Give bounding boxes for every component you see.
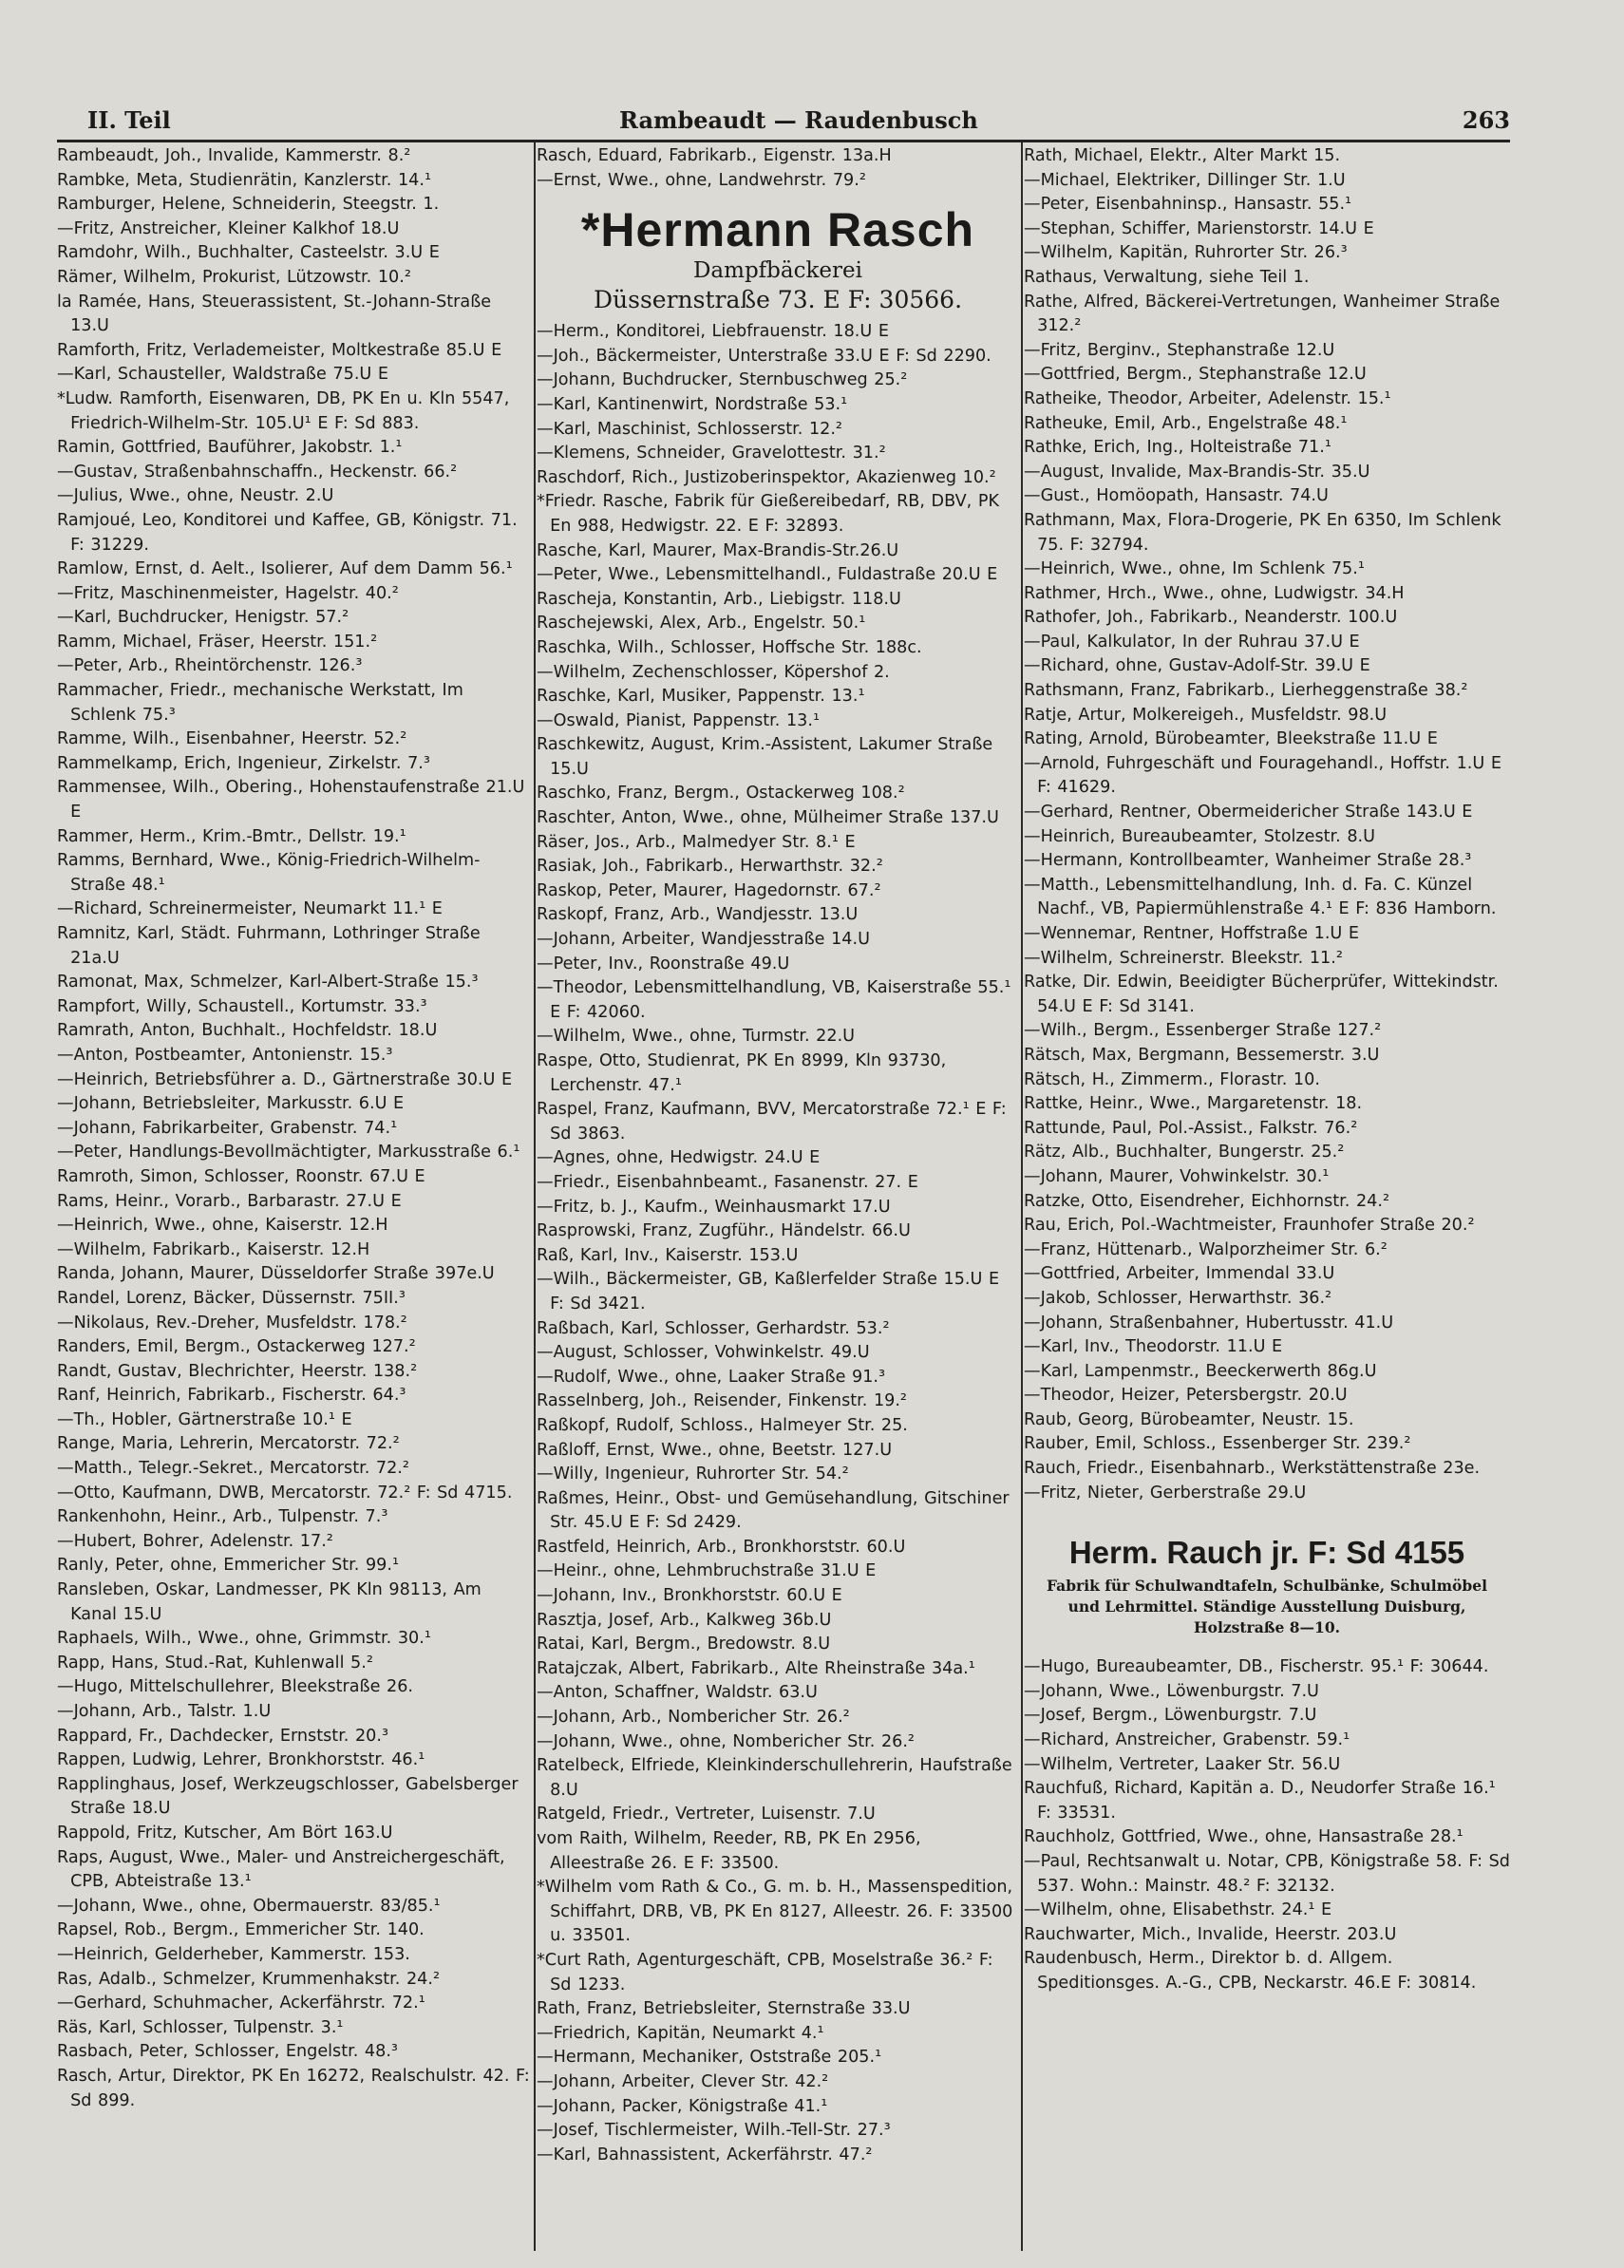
directory-entry: Rath, Michael, Elektr., Alter Markt 15. <box>1024 146 1341 165</box>
directory-entry: Rammensee, Wilh., Obering., Hohenstaufenstraße 21.U E <box>57 778 525 822</box>
directory-entry: —Theodor, Heizer, Petersbergstr. 20.U <box>1024 1386 1348 1406</box>
directory-entry: —Anton, Schaffner, Waldstr. 63.U <box>537 1683 818 1703</box>
directory-entry: Rating, Arnold, Bürobeamter, Bleekstraße 11.U E <box>1024 729 1438 749</box>
directory-entry: Rasch, Artur, Direktor, PK En 16272, Realschulstr. 42. F: Sd 899. <box>57 2066 530 2110</box>
directory-entry: Rammacher, Friedr., mechanische Werkstatt, Im Schlenk 75.³ <box>57 681 463 725</box>
directory-entry: —Wilhelm, Wwe., ohne, Turmstr. 22.U <box>537 1027 856 1047</box>
directory-entry: —Paul, Kalkulator, In der Ruhrau 37.U E <box>1024 632 1360 652</box>
directory-entry: —Stephan, Schiffer, Marienstorstr. 14.U E <box>1024 218 1374 238</box>
directory-entry: —Johann, Straßenbahner, Hubertusstr. 41.U <box>1024 1313 1394 1332</box>
directory-entry: Rattke, Heinr., Wwe., Margaretenstr. 18. <box>1024 1094 1363 1114</box>
directory-entry: Ranly, Peter, ohne, Emmericher Str. 99.¹ <box>57 1556 399 1576</box>
directory-entry: Rauch, Friedr., Eisenbahnarb., Werkstättenstraße 23e. <box>1024 1459 1481 1479</box>
directory-entry: Raschdorf, Rich., Justizoberinspektor, Akazienweg 10.² <box>537 467 996 487</box>
directory-entry: Ramforth, Fritz, Verlademeister, Moltkestraße 85.U E <box>57 340 502 360</box>
directory-entry: —Ernst, Wwe., ohne, Landwehrstr. 79.² <box>537 170 866 190</box>
directory-entry: —Peter, Arb., Rheintörchenstr. 126.³ <box>57 656 363 676</box>
column-3-top <box>1024 144 1510 1505</box>
directory-entry: —Heinrich, Bureaubeamter, Stolzestr. 8.U <box>1024 826 1376 846</box>
directory-entry: Raspel, Franz, Kaufmann, BVV, Mercatorstraße 72.¹ E F: Sd 3863. <box>537 1100 1007 1143</box>
advert-title: *Hermann Rasch <box>580 203 975 257</box>
directory-entry: —Friedr., Eisenbahnbeamt., Fasanenstr. 27. E <box>537 1172 918 1192</box>
directory-entry: —Rudolf, Wwe., ohne, Laaker Straße 91.³ <box>537 1367 886 1387</box>
directory-entry: —Fritz, b. J., Kaufm., Weinhausmarkt 17.U <box>537 1197 891 1217</box>
running-head: Rambeaudt — Raudenbusch <box>619 106 978 134</box>
directory-entry: Raschka, Wilh., Schlosser, Hoffsche Str. 188c. <box>537 637 922 657</box>
advert-herm-rauch <box>1024 1534 1510 1650</box>
directory-entry: Ramin, Gottfried, Bauführer, Jakobstr. 1.¹ <box>57 438 403 458</box>
directory-entry: Rath, Franz, Betriebsleiter, Sternstraße 33.U <box>537 1999 911 2019</box>
directory-entry: —Gottfried, Arbeiter, Immendal 33.U <box>1024 1264 1335 1284</box>
directory-entry: Rammer, Herm., Krim.-Bmtr., Dellstr. 19.¹ <box>57 826 406 846</box>
directory-entry: —Gerhard, Rentner, Obermeidericher Straße 143.U E <box>1024 803 1473 822</box>
directory-entry: Range, Maria, Lehrerin, Mercatorstr. 72.² <box>57 1434 400 1454</box>
directory-entry: Raschke, Karl, Musiker, Pappenstr. 13.¹ <box>537 687 865 707</box>
directory-entry: Rätsch, H., Zimmerm., Florastr. 10. <box>1024 1069 1320 1089</box>
directory-entry: Rascheja, Konstantin, Arb., Liebigstr. 118.U <box>537 589 901 609</box>
directory-entry: Raphaels, Wilh., Wwe., ohne, Grimmstr. 30.¹ <box>57 1629 431 1649</box>
directory-entry: Rastfeld, Heinrich, Arb., Bronkhorststr. 60.U <box>537 1537 906 1557</box>
directory-entry: Ras, Adalb., Schmelzer, Krummenhakstr. 24.² <box>57 1969 440 1989</box>
directory-entry: —Heinrich, Betriebsführer a. D., Gärtnerstraße 30.U E <box>57 1069 513 1089</box>
directory-entry: Rapplinghaus, Josef, Werkzeugschlosser, Gabelsberger Straße 18.U <box>57 1774 519 1819</box>
directory-entry: Ramdohr, Wilh., Buchhalter, Casteelstr. 3.U E <box>57 243 440 263</box>
directory-entry: *Curt Rath, Agenturgeschäft, CPB, Moselstraße 36.² F: Sd 1233. <box>537 1950 993 1994</box>
directory-entry: Räser, Jos., Arb., Malmedyer Str. 8.¹ E <box>537 832 856 852</box>
directory-entry: —Hugo, Bureaubeamter, DB., Fischerstr. 95.¹ F: 30644. <box>1024 1657 1489 1677</box>
directory-entry: Ratheike, Theodor, Arbeiter, Adelenstr. 15.¹ <box>1024 388 1391 408</box>
directory-entry: Raß, Karl, Inv., Kaiserstr. 153.U <box>537 1245 799 1265</box>
column-1 <box>57 144 534 2262</box>
directory-entry: Rauchwarter, Mich., Invalide, Heerstr. 203.U <box>1024 1924 1397 1944</box>
directory-entry: —Jakob, Schlosser, Herwarthstr. 36.² <box>1024 1288 1332 1308</box>
directory-entry: Rasch, Eduard, Fabrikarb., Eigenstr. 13a.H <box>537 146 892 165</box>
column-divider <box>1021 142 1023 2251</box>
directory-entry: Raßloff, Ernst, Wwe., ohne, Beetstr. 127.U <box>537 1440 893 1460</box>
directory-entry: —Arnold, Fuhrgeschäft und Fouragehandl., Hoffstr. 1.U E F: 41629. <box>1024 753 1501 798</box>
directory-entry: Rasche, Karl, Maurer, Max-Brandis-Str.26.U <box>537 540 899 560</box>
directory-entry: —Richard, Anstreicher, Grabenstr. 59.¹ <box>1024 1730 1350 1750</box>
directory-entry: Rapp, Hans, Stud.-Rat, Kuhlenwall 5.² <box>57 1653 373 1673</box>
directory-entry: Randers, Emil, Bergm., Ostackerweg 127.² <box>57 1337 416 1357</box>
column-divider <box>534 142 536 2251</box>
directory-entry: —Hermann, Kontrollbeamter, Wanheimer Straße 28.³ <box>1024 851 1472 871</box>
column-2-top <box>537 144 1019 193</box>
directory-entry: —Willy, Ingenieur, Ruhrorter Str. 54.² <box>537 1465 849 1484</box>
directory-entry: —Heinr., ohne, Lehmbruchstraße 31.U E <box>537 1561 877 1581</box>
directory-entry: —Wilhelm, ohne, Elisabethstr. 24.¹ E <box>1024 1900 1332 1920</box>
directory-entry: Rätsch, Max, Bergmann, Bessemerstr. 3.U <box>1024 1045 1380 1065</box>
column-3 <box>1024 144 1510 2262</box>
directory-entry: Ratelbeck, Elfriede, Kleinkinderschullehrerin, Haufstraße 8.U <box>537 1756 1012 1800</box>
directory-entry: —Wilhelm, Kapitän, Ruhrorter Str. 26.³ <box>1024 243 1348 263</box>
directory-entry: Ramrath, Anton, Buchhalt., Hochfeldstr. 18.U <box>57 1021 438 1041</box>
column-3-entries <box>1024 1655 1510 1995</box>
column-2 <box>537 144 1019 2262</box>
directory-entry: —Nikolaus, Rev.-Dreher, Musfeldstr. 178.² <box>57 1313 407 1332</box>
directory-entry: —Klemens, Schneider, Gravelottestr. 31.² <box>537 444 886 463</box>
directory-entry: —Johann, Arb., Nombericher Str. 26.² <box>537 1708 850 1728</box>
directory-entry: —Paul, Rechtsanwalt u. Notar, CPB, Königstraße 58. F: Sd 537. Wohn.: Mainstr. 48.² F: 32132. <box>1024 1852 1510 1896</box>
directory-entry: —Hubert, Bohrer, Adelenstr. 17.² <box>57 1531 333 1551</box>
directory-entry: Rämer, Wilhelm, Prokurist, Lützowstr. 10.² <box>57 267 411 287</box>
directory-entry: —Oswald, Pianist, Pappenstr. 13.¹ <box>537 710 821 730</box>
directory-entry: Raschkewitz, August, Krim.-Assistent, Lakumer Straße 15.U <box>537 735 993 779</box>
directory-entry: Rathsmann, Franz, Fabrikarb., Lierheggenstraße 38.² <box>1024 681 1468 701</box>
directory-entry: —Wilhelm, Schreinerstr. Bleekstr. 11.² <box>1024 948 1343 968</box>
directory-entry: —Hugo, Mittelschullehrer, Bleekstraße 26. <box>57 1677 414 1697</box>
directory-entry: —August, Schlosser, Vohwinkelstr. 49.U <box>537 1343 870 1363</box>
header-rule <box>57 140 1510 142</box>
directory-entry: Raschter, Anton, Wwe., ohne, Mülheimer Straße 137.U <box>537 808 999 828</box>
directory-entry: —Peter, Handlungs-Bevollmächtigter, Markusstraße 6.¹ <box>57 1143 520 1162</box>
directory-entry: Räs, Karl, Schlosser, Tulpenstr. 3.¹ <box>57 2017 344 2037</box>
directory-entry: Rätz, Alb., Buchhalter, Bungerstr. 25.² <box>1024 1143 1345 1162</box>
directory-entry: —Herm., Konditorei, Liebfrauenstr. 18.U E <box>537 322 889 342</box>
directory-entry: —Peter, Wwe., Lebensmittelhandl., Fuldastraße 20.U E <box>537 565 998 585</box>
directory-entry: Raschejewski, Alex, Arb., Engelstr. 50.¹ <box>537 614 866 633</box>
directory-entry: —Wilhelm, Zechenschlosser, Köpershof 2. <box>537 662 890 682</box>
directory-entry: —Johann, Wwe., ohne, Nombericher Str. 26.² <box>537 1731 915 1751</box>
directory-entry: Rathmer, Hrch., Wwe., ohne, Ludwigstr. 34.H <box>1024 583 1405 603</box>
directory-entry: Ramme, Wilh., Eisenbahner, Heerstr. 52.² <box>57 729 407 749</box>
directory-entry: —Gottfried, Bergm., Stephanstraße 12.U <box>1024 365 1367 385</box>
directory-entry: Raps, August, Wwe., Maler- und Anstreichergeschäft, CPB, Abteistraße 13.¹ <box>57 1847 505 1892</box>
directory-entry: Rappard, Fr., Dachdecker, Ernststr. 20.³ <box>57 1726 389 1746</box>
directory-entry: Raßmes, Heinr., Obst- und Gemüsehandlung, Gitschiner Str. 45.U E F: Sd 2429. <box>537 1488 1010 1533</box>
directory-entry: Rasztja, Josef, Arb., Kalkweg 36b.U <box>537 1610 832 1630</box>
directory-entry: Rambke, Meta, Studienrätin, Kanzlerstr. 14.¹ <box>57 170 431 190</box>
directory-entry: —Fritz, Maschinenmeister, Hagelstr. 40.² <box>57 583 399 603</box>
directory-entry: Rathofer, Joh., Fabrikarb., Neanderstr. 100.U <box>1024 608 1398 628</box>
directory-entry: —Agnes, ohne, Hedwigstr. 24.U E <box>537 1148 821 1168</box>
directory-entry: —Wennemar, Rentner, Hoffstraße 1.U E <box>1024 924 1360 943</box>
directory-entry: Randa, Johann, Maurer, Düsseldorfer Straße 397e.U <box>57 1264 495 1284</box>
advert-hermann-rasch <box>537 202 1019 314</box>
directory-entry: —Fritz, Anstreicher, Kleiner Kalkhof 18.U <box>57 218 400 238</box>
directory-entry: —Josef, Bergm., Löwenburgstr. 7.U <box>1024 1706 1317 1726</box>
page-header <box>87 106 1510 141</box>
directory-entry: Raskopf, Franz, Arb., Wandjesstr. 13.U <box>537 905 859 925</box>
directory-entry: —Richard, Schreinermeister, Neumarkt 11.¹ E <box>57 899 443 919</box>
directory-entry: —Karl, Bahnassistent, Ackerfährstr. 47.² <box>537 2145 873 2164</box>
directory-entry: Ratzke, Otto, Eisendreher, Eichhornstr. 24.² <box>1024 1191 1390 1211</box>
directory-entry: —Johann, Inv., Bronkhorststr. 60.U E <box>537 1586 842 1606</box>
directory-entry: —Johann, Arbeiter, Clever Str. 42.² <box>537 2071 829 2091</box>
directory-entry: —Julius, Wwe., ohne, Neustr. 2.U <box>57 486 334 506</box>
directory-entry: —Hermann, Mechaniker, Oststraße 205.¹ <box>537 2048 882 2068</box>
directory-entry: Rauchholz, Gottfried, Wwe., ohne, Hansastraße 28.¹ <box>1024 1827 1463 1847</box>
directory-entry: —Karl, Lampenmstr., Beeckerwerth 86g.U <box>1024 1361 1377 1381</box>
directory-entry: —Karl, Maschinist, Schlosserstr. 12.² <box>537 419 842 439</box>
directory-entry: —Otto, Kaufmann, DWB, Mercatorstr. 72.² F: Sd 4715. <box>57 1483 513 1503</box>
directory-entry: Ransleben, Oskar, Landmesser, PK Kln 98113, Am Kanal 15.U <box>57 1580 482 1624</box>
directory-entry: —Josef, Tischlermeister, Wilh.-Tell-Str. 27.³ <box>537 2121 891 2141</box>
directory-entry: *Ludw. Ramforth, Eisenwaren, DB, PK En u. Kln 5547, Friedrich-Wilhelm-Str. 105.U¹ E F: Sd 883. <box>57 388 510 433</box>
directory-entry: Ratajczak, Albert, Fabrikarb., Alte Rheinstraße 34a.¹ <box>537 1658 975 1678</box>
directory-entry: Rau, Erich, Pol.-Wachtmeister, Fraunhofer Straße 20.² <box>1024 1216 1475 1236</box>
directory-entry: Rankenhohn, Heinr., Arb., Tulpenstr. 7.³ <box>57 1507 388 1527</box>
directory-entry: Rambeaudt, Joh., Invalide, Kammerstr. 8.² <box>57 146 411 165</box>
directory-entry: —Michael, Elektriker, Dillinger Str. 1.U <box>1024 170 1346 190</box>
directory-entry: Ramlow, Ernst, d. Aelt., Isolierer, Auf dem Damm 56.¹ <box>57 559 513 579</box>
directory-entry: —Theodor, Lebensmittelhandlung, VB, Kaiserstraße 55.¹ E F: 42060. <box>537 978 1011 1022</box>
directory-entry: la Ramée, Hans, Steuerassistent, St.-Johann-Straße 13.U <box>57 292 492 336</box>
directory-entry: Raudenbusch, Herm., Direktor b. d. Allgem. Speditionsges. A.-G., CPB, Neckarstr. 46.E F: 30814. <box>1024 1949 1477 1993</box>
directory-entry: Rasiak, Joh., Fabrikarb., Herwarthstr. 32.² <box>537 857 883 877</box>
directory-entry: Ratheuke, Emil, Arb., Engelstraße 48.¹ <box>1024 413 1348 433</box>
directory-entry: —Heinrich, Wwe., ohne, Kaiserstr. 12.H <box>57 1216 388 1236</box>
directory-entry: Randel, Lorenz, Bäcker, Düssernstr. 75II.³ <box>57 1288 406 1308</box>
directory-entry: —Karl, Kantinenwirt, Nordstraße 53.¹ <box>537 394 848 414</box>
directory-entry: —Gust., Homöopath, Hansastr. 74.U <box>1024 486 1329 506</box>
section-label: II. Teil <box>87 106 171 134</box>
directory-entry: Rathe, Alfred, Bäckerei-Vertretungen, Wanheimer Straße 312.² <box>1024 292 1501 336</box>
directory-entry: —August, Invalide, Max-Brandis-Str. 35.U <box>1024 462 1370 482</box>
directory-entry: Ramm, Michael, Fräser, Heerstr. 151.² <box>57 632 378 652</box>
directory-entry: —Fritz, Nieter, Gerberstraße 29.U <box>1024 1483 1307 1503</box>
directory-entry: Ratke, Dir. Edwin, Beeidigter Bücherprüfer, Wittekindstr. 54.U E F: Sd 3141. <box>1024 973 1499 1016</box>
advert-description: Fabrik für Schulwandtafeln, Schulbänke, Schulmöbel und Lehrmittel. Ständige Ausstellung Duisburg, Holzstraße 8—10. <box>1047 1577 1487 1637</box>
directory-entry: —Johann, Arb., Talstr. 1.U <box>57 1702 272 1721</box>
directory-entry: —Karl, Schausteller, Waldstraße 75.U E <box>57 365 388 385</box>
page-number: 263 <box>1462 106 1510 134</box>
directory-entry: Rapsel, Rob., Bergm., Emmericher Str. 140. <box>57 1920 425 1940</box>
directory-entry: —Richard, ohne, Gustav-Adolf-Str. 39.U E <box>1024 656 1370 676</box>
directory-entry: —Johann, Packer, Königstraße 41.¹ <box>537 2096 828 2116</box>
directory-entry: Rasprowski, Franz, Zugführ., Händelstr. 66.U <box>537 1221 911 1241</box>
directory-entry: Rattunde, Paul, Pol.-Assist., Falkstr. 76.² <box>1024 1118 1358 1138</box>
directory-entry: Raub, Georg, Bürobeamter, Neustr. 15. <box>1024 1409 1354 1429</box>
directory-entry: Rammelkamp, Erich, Ingenieur, Zirkelstr. 7.³ <box>57 753 430 773</box>
directory-entry: Raßkopf, Rudolf, Schloss., Halmeyer Str. 25. <box>537 1415 908 1435</box>
directory-entry: —Anton, Postbeamter, Antonienstr. 15.³ <box>57 1045 393 1065</box>
directory-entry: —Johann, Maurer, Vohwinkelstr. 30.¹ <box>1024 1166 1330 1186</box>
directory-entry: Rappold, Fritz, Kutscher, Am Bört 163.U <box>57 1823 393 1843</box>
directory-entry: Raßbach, Karl, Schlosser, Gerhardstr. 53.² <box>537 1318 890 1338</box>
directory-entry: —Heinrich, Wwe., ohne, Im Schlenk 75.¹ <box>1024 559 1365 579</box>
directory-entry: —Wilh., Bäckermeister, GB, Kaßlerfelder Straße 15.U E F: Sd 3421. <box>537 1270 1000 1314</box>
directory-entry: Ratgeld, Friedr., Vertreter, Luisenstr. 7.U <box>537 1805 876 1824</box>
directory-entry: Rathmann, Max, Flora-Drogerie, PK En 6350, Im Schlenk 75. F: 32794. <box>1024 510 1501 555</box>
directory-entry: —Peter, Eisenbahninsp., Hansastr. 55.¹ <box>1024 195 1352 215</box>
directory-entry: Raschko, Franz, Bergm., Ostackerweg 108.² <box>537 784 905 803</box>
directory-entry: Rauber, Emil, Schloss., Essenberger Str. 239.² <box>1024 1434 1411 1454</box>
directory-entry: Ramms, Bernhard, Wwe., König-Friedrich-Wilhelm-Straße 48.¹ <box>57 851 481 895</box>
directory-entry: —Franz, Hüttenarb., Walporzheimer Str. 6.² <box>1024 1239 1388 1259</box>
directory-entry: —Johann, Wwe., ohne, Obermauerstr. 83/85.¹ <box>57 1896 441 1916</box>
directory-entry: —Johann, Wwe., Löwenburgstr. 7.U <box>1024 1681 1319 1701</box>
directory-entry: —Heinrich, Gelderheber, Kammerstr. 153. <box>57 1944 410 1964</box>
advert-subtitle: Dampfbäckerei <box>692 258 863 284</box>
directory-entry: —Johann, Arbeiter, Wandjesstraße 14.U <box>537 930 870 950</box>
directory-entry: Ramjoué, Leo, Konditorei und Kaffee, GB, Königstr. 71. F: 31229. <box>57 510 518 555</box>
directory-entry: —Karl, Inv., Theodorstr. 11.U E <box>1024 1337 1283 1357</box>
directory-entry: —Peter, Inv., Roonstraße 49.U <box>537 954 790 973</box>
directory-entry: —Joh., Bäckermeister, Unterstraße 33.U E F: Sd 2290. <box>537 346 991 366</box>
directory-entry: —Johann, Fabrikarbeiter, Grabenstr. 74.¹ <box>57 1118 398 1138</box>
column-2-entries <box>537 320 1019 2167</box>
directory-entry: Ramnitz, Karl, Städt. Fuhrmann, Lothringer Straße 21a.U <box>57 924 481 968</box>
directory-entry: Raskop, Peter, Maurer, Hagedornstr. 67.² <box>537 880 881 900</box>
directory-entry: Raspe, Otto, Studienrat, PK En 8999, Kln 93730, Lerchenstr. 47.¹ <box>537 1051 947 1095</box>
directory-entry: —Th., Hobler, Gärtnerstraße 10.¹ E <box>57 1409 352 1429</box>
directory-entry: —Wilhelm, Fabrikarb., Kaiserstr. 12.H <box>57 1239 370 1259</box>
directory-entry: *Friedr. Rasche, Fabrik für Gießereibedarf, RB, DBV, PK En 988, Hedwigstr. 22. E F: 32893. <box>537 492 999 536</box>
advert-address: Düssernstraße 73. E F: 30566. <box>593 286 963 314</box>
directory-entry: Randt, Gustav, Blechrichter, Heerstr. 138.² <box>57 1361 418 1381</box>
directory-entry: Ramburger, Helene, Schneiderin, Steegstr. 1. <box>57 195 440 215</box>
directory-entry: vom Raith, Wilhelm, Reeder, RB, PK En 2956, Alleestraße 26. E F: 33500. <box>537 1829 921 1873</box>
advert-title: Herm. Rauch jr. F: Sd 4155 <box>1068 1535 1465 1571</box>
directory-entry: —Wilhelm, Vertreter, Laaker Str. 56.U <box>1024 1754 1341 1774</box>
directory-entry: —Wilh., Bergm., Essenberger Straße 127.² <box>1024 1021 1382 1041</box>
directory-entry: Ratai, Karl, Bergm., Bredowstr. 8.U <box>537 1635 831 1654</box>
directory-entry: Ramonat, Max, Schmelzer, Karl-Albert-Straße 15.³ <box>57 973 479 992</box>
directory-entry: Rampfort, Willy, Schaustell., Kortumstr. 33.³ <box>57 996 427 1016</box>
directory-entry: Rams, Heinr., Vorarb., Barbarastr. 27.U E <box>57 1191 402 1211</box>
directory-entry: Ratje, Artur, Molkereigeh., Musfeldstr. 98.U <box>1024 705 1388 725</box>
directory-entry: —Karl, Buchdrucker, Henigstr. 57.² <box>57 608 349 628</box>
directory-entry: Rathaus, Verwaltung, siehe Teil 1. <box>1024 267 1310 287</box>
directory-entry: —Johann, Betriebsleiter, Markusstr. 6.U E <box>57 1094 405 1114</box>
directory-entry: Rasbach, Peter, Schlosser, Engelstr. 48.³ <box>57 2042 398 2062</box>
directory-entry: —Fritz, Berginv., Stephanstraße 12.U <box>1024 340 1335 360</box>
directory-entry: —Gerhard, Schuhmacher, Ackerfährstr. 72.¹ <box>57 1994 425 2013</box>
directory-entry: Ranf, Heinrich, Fabrikarb., Fischerstr. 64.³ <box>57 1386 406 1406</box>
directory-entry: —Matth., Lebensmittelhandlung, Inh. d. Fa. C. Künzel Nachf., VB, Papiermühlenstraße 4.¹ E F: 836 Hamborn. <box>1024 875 1497 919</box>
directory-entry: —Johann, Buchdrucker, Sternbuschweg 25.² <box>537 370 908 390</box>
directory-entry: —Friedrich, Kapitän, Neumarkt 4.¹ <box>537 2023 824 2043</box>
directory-entry: *Wilhelm vom Rath & Co., G. m. b. H., Massenspedition, Schiffahrt, DRB, VB, PK En 8127, Alleestr. 26. F: 33500 u. 33501. <box>537 1878 1013 1946</box>
directory-entry: Rathke, Erich, Ing., Holteistraße 71.¹ <box>1024 438 1331 458</box>
directory-entry: Rauchfuß, Richard, Kapitän a. D., Neudorfer Straße 16.¹ F: 33531. <box>1024 1779 1496 1823</box>
directory-entry: Ramroth, Simon, Schlosser, Roonstr. 67.U E <box>57 1166 425 1186</box>
directory-entry: —Gustav, Straßenbahnschaffn., Heckenstr. 66.² <box>57 462 458 482</box>
directory-entry: Rasselnberg, Joh., Reisender, Finkenstr. 19.² <box>537 1391 907 1411</box>
directory-entry: —Matth., Telegr.-Sekret., Mercatorstr. 72.² <box>57 1459 409 1479</box>
directory-entry: Rappen, Ludwig, Lehrer, Bronkhorststr. 46.¹ <box>57 1750 425 1770</box>
